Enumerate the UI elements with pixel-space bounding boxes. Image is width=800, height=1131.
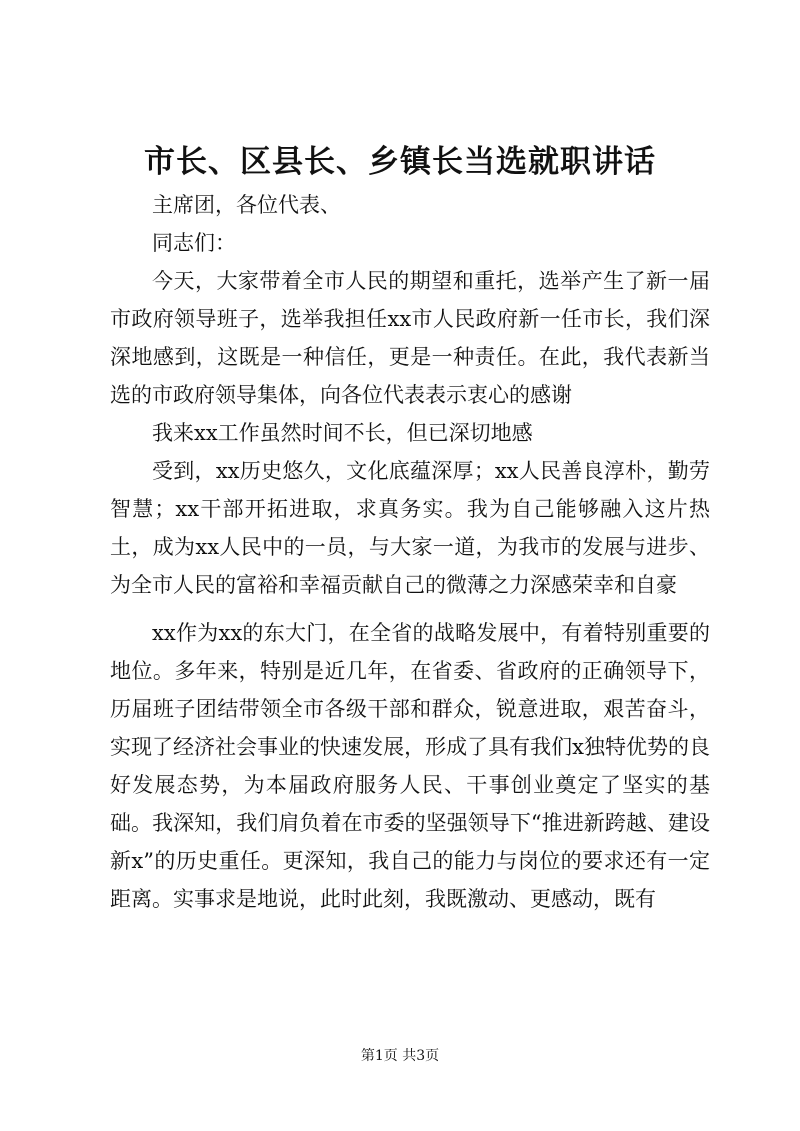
- document-body: [110, 186, 710, 918]
- body-paragraph: 今天，大家带着全市人民的期望和重托，选举产生了新一届市政府领导班子，选举我担任xx市人民政府新一任市长，我们深深地感到，这既是一种信任，更是一种责任。在此，我代表新当选的市政府领导集体，向各位代表表示衷心的感谢: [110, 269, 710, 407]
- page-number-footer: 第1页 共3页: [360, 1048, 440, 1064]
- body-paragraph: 我来xx工作虽然时间不长，但已深切地感: [152, 421, 533, 445]
- body-paragraph: xx作为xx的东大门，在全省的战略发展中，有着特别重要的地位。多年来，特别是近几年，在省委、省政府的正确领导下，历届班子团结带领全市各级干部和群众，锐意进取，艰苦奋斗，实现了经济社会事业的快速发展，形成了具有我们x独特优势的良好发展态势，为本届政府服务人民、干事创业奠定了坚实的基础。我深知，我们肩负着在市委的坚强领导下“推进新跨越、建设新x”的历史重任。更深知，我自己的能力与岗位的要求还有一定距离。实事求是地说，此时此刻，我既激动、更感动，既有: [110, 621, 710, 911]
- document-title: 市长、区县长、乡镇长当选就职讲话: [144, 144, 656, 180]
- salutation-line: 主席团，各位代表、: [152, 193, 341, 217]
- salutation-line: 同志们：: [152, 231, 236, 255]
- body-paragraph: 受到，xx历史悠久，文化底蕴深厚；xx人民善良淳朴，勤劳智慧；xx干部开拓进取，求真务实。我为自己能够融入这片热土，成为xx人民中的一员，与大家一道，为我市的发展与进步、为全市人民的富裕和幸福贡献自己的微薄之力深感荣幸和自豪: [110, 459, 710, 597]
